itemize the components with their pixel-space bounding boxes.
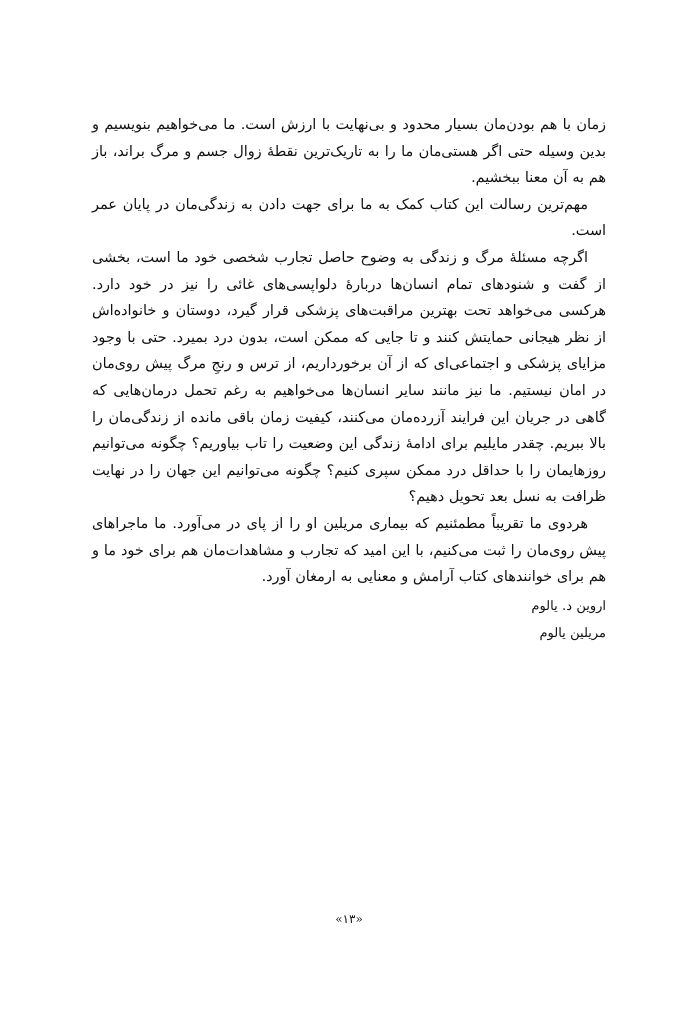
page-number: «۱۳» bbox=[335, 912, 363, 926]
signature-marilyn-yalom: مریلین یالوم bbox=[539, 625, 606, 641]
paragraph-3: اگرچه مسئلهٔ مرگ و زندگی به وضوح حاصل تجارب شخصی خود ما است، بخشی از گفت و شنودهای تمام انسان‌ها دربارهٔ دلواپسی‌های غائی را نیز در خود دارد. هرکسی می‌خواهد تحت بهترین مراقبت‌های پزشکی قرار گیرد، دوستان و خانواده‌اش از نظر هیجانی حمایتش کنند و تا جایی که ممکن است، بدون درد بمیرد. حتی با وجود مزایای پزشکی و اجتماعی‌ای که از آن برخورداریم، از ترس و رنجِ مرگ پیش روی‌مان در امان نیستیم. ما نیز مانند سایر انسان‌ها می‌خواهیم به رغم تحمل درمان‌هایی که گاهی در جریان این فرایند آزرده‌مان می‌کنند، کیفیت زمان باقی مانده از زندگی‌مان را بالا ببریم. چقدر مایلیم برای ادامهٔ زندگی این وضعیت را تاب بیاوریم؟ چگونه می‌توانیم روزهایمان را با حداقل درد ممکن سپری کنیم؟ چگونه می‌توانیم این جهان را در نهایت ظرافت به نسل بعد تحویل دهیم؟ bbox=[92, 249, 607, 506]
author-signatures bbox=[92, 593, 606, 647]
paragraph-1: زمان با هم بودن‌مان بسیار محدود و بی‌نهایت با ارزش است. ما می‌خواهیم بنویسیم و بدین وسیله حتی اگر هستی‌مان ما را به تاریک‌ترین نقطهٔ زوال جسم و مرگ براند، باز هم به آن معنا ببخشیم. bbox=[92, 117, 606, 187]
paragraph-2: مهم‌ترین رسالت این کتاب کمک به ما برای جهت دادن به زندگی‌مان در پایان عمر است. bbox=[92, 196, 606, 240]
paragraph-4: هردوی ما تقریباً مطمئنیم که بیماری مریلین او را از پای در می‌آورد. ما ماجراهای پیش روی‌مان را ثبت می‌کنیم، با این امید که تجارب و مشاهدات‌مان هم برای خود ما و هم برای خوانندهای کتاب آرامش و معنایی به ارمغان آورد. bbox=[92, 515, 606, 586]
page-body-text bbox=[92, 112, 606, 647]
signature-irvin-yalom: اروین د. یالوم bbox=[531, 598, 606, 614]
